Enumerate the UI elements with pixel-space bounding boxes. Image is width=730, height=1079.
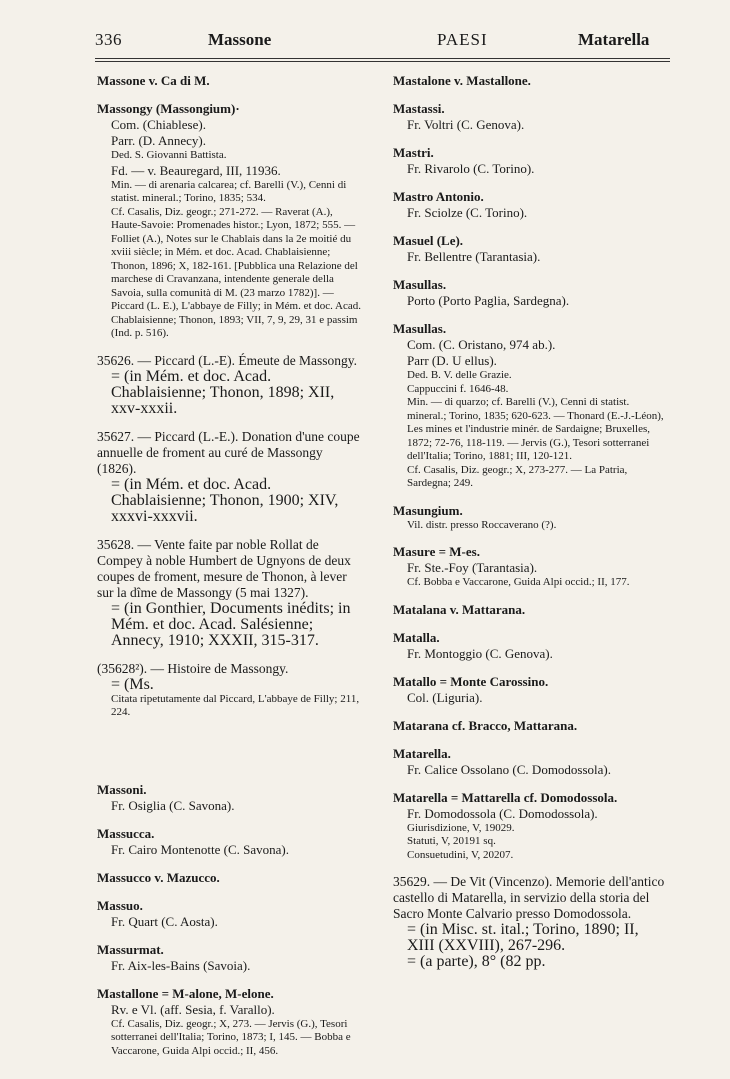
entry-line: Fr. Domodossola (C. Domodossola). — [407, 805, 598, 821]
entry-heading: Massone v. Ca di M. — [97, 73, 210, 88]
entry-heading: Matarana cf. Bracco, Mattarana. — [393, 717, 578, 733]
spacer — [393, 662, 670, 674]
entry-note: Cf. Casalis, Diz. geogr.; 271-272. — Raverat (A.), Haute-Savoie: Promenades histor.; Lyon, 1872; 555. — Folliet (A.), Notes sur le Chablais dans la 2e moitié du xviii siècle; in Mém. et doc. Acad. Chablaisienne; Thonon, 1896; X, 182-161. [Pubblica una Relazione del marchese di Cravanzana, intendente generale della Savoia, sulla comunità di M. (23 marzo 1782)]. — Piccard (L. E.), L'abbaye de Filly; in Mém. et doc. Acad. Chablaisienne; Thonon, 1893; VII, 7, 9, 29, 31 e passim (Ind. p. 516). — [111, 205, 362, 339]
entry-citation: 35626. — Piccard (L.-E). Émeute de Massongy. — [97, 352, 358, 368]
entry-line: Fr. Voltri (C. Genova). — [407, 117, 525, 132]
entry-heading: Massuo. — [97, 897, 143, 913]
spacer — [393, 133, 670, 145]
entry-note: Ded. B. V. delle Grazie. — [407, 369, 512, 381]
entry-line: Parr. (D. Annecy). — [111, 133, 206, 148]
header-rule-double — [95, 61, 670, 62]
page-number: 336 — [95, 30, 122, 49]
entry-heading: Masullas. — [393, 277, 447, 292]
left-column — [97, 73, 365, 1058]
header-left-title: Massone — [208, 30, 272, 49]
right-column — [393, 73, 670, 970]
entry-line: Col. (Liguria). — [407, 689, 483, 705]
entry-line: Fr. Ste.-Foy (Tarantasia). — [407, 560, 538, 575]
entry-heading: Massongy (Massongium)· — [97, 101, 240, 116]
entry-heading: Mastassi. — [393, 101, 445, 116]
entry-citation: 35628. — Vente faite par noble Rollat de Compey à noble Humbert de Ugnyons de deux coupes de froment, mesure de Thonon, à lever sur la dîme de Massongy (5 mai 1327). — [97, 536, 351, 600]
entry-citation-detail: = (in Mém. et doc. Acad. Chablaisienne; Thonon, 1900; XIV, xxxvi-xxxvii. — [111, 475, 339, 525]
entry-note: Cf. Casalis, Diz. geogr.; X, 273. — Jervis (G.), Tesori sotterranei dell'Italia; Torino, 1873; I, 145. — Bobba e Vaccarone, Guida Alpi occid.; II, 456. — [111, 1017, 351, 1057]
header-right-title: Matarella — [578, 30, 650, 49]
entry-citation: (35628²). — Histoire de Massongy. — [97, 660, 289, 676]
entry-heading: Matarella = Mattarella cf. Domodossola. — [393, 789, 618, 805]
entry-citation: 35627. — Piccard (L.-E.). Donation d'une coupe annuelle de froment au curé de Massongy (1826). — [97, 428, 360, 476]
entry-heading: Mastallone = M-alone, M-elone. — [97, 985, 274, 1001]
spacer — [393, 734, 670, 746]
entry-line: Com. (C. Oristano, 974 ab.). — [407, 337, 556, 352]
entry-heading: Mastri. — [393, 145, 434, 160]
entry-note: Cappuccini f. 1646-48. — [407, 382, 509, 395]
entry-note: Min. — di arenaria calcarea; cf. Barelli (V.), Cenni di statist. mineral.; Torino, 1835; 534. — [111, 178, 347, 204]
entry-line: Fr. Quart (C. Aosta). — [111, 913, 218, 929]
entry-line: Fr. Sciolze (C. Torino). — [407, 205, 528, 220]
entry-note: Citata ripetutamente dal Piccard, L'abbaye de Filly; 211, 224. — [111, 692, 360, 718]
header-center-title: PAESI — [437, 30, 488, 49]
spacer — [97, 417, 365, 429]
spacer — [97, 341, 365, 353]
spacer — [393, 177, 670, 189]
entry-heading: Massucca. — [97, 825, 155, 841]
entry-citation-detail: = (in Gonthier, Documents inédits; in Mém. et doc. Acad. Salésienne; Annecy, 1910; XXXII, 315-317. — [111, 599, 351, 649]
entry-heading: Massoni. — [97, 781, 147, 797]
spacer — [393, 590, 670, 602]
spacer — [97, 720, 365, 782]
spacer — [97, 886, 365, 898]
entry-line: Fr. Rivarolo (C. Torino). — [407, 161, 535, 176]
entry-note: Min. — di quarzo; cf. Barelli (V.), Cenni di statist. mineral.; Torino, 1835; 620-623. — Thonard (E.-J.-Léon), Les mines et l'industrie minér. de Sardaigne; Bruxelles, 1872; 72-76, 118-119. — Jervis (G.), Tesori sotterranei dell'Italia; Torino, 1881; III, 120-121. — [407, 396, 664, 462]
spacer — [97, 858, 365, 870]
spacer — [393, 618, 670, 630]
entry-heading: Matarella. — [393, 745, 451, 761]
entry-heading: Massucco v. Mazucco. — [97, 869, 220, 885]
entry-heading: Matallo = Monte Carossino. — [393, 673, 549, 689]
entry-heading: Matalana v. Mattarana. — [393, 601, 526, 617]
running-header — [95, 30, 670, 56]
entry-citation-detail: = (in Misc. st. ital.; Torino, 1890; II, XIII (XXVIII), 267-296. — [407, 921, 639, 954]
entry-line: Parr (D. U ellus). — [407, 353, 497, 368]
spacer — [393, 309, 670, 321]
entry-heading: Massurmat. — [97, 941, 164, 957]
spacer — [97, 525, 365, 537]
entry-heading: Masungium. — [393, 502, 463, 518]
entry-citation-detail: = (Ms. — [111, 675, 154, 693]
entry-note: Giurisdizione, V, 19029. — [407, 821, 515, 834]
spacer — [97, 814, 365, 826]
spacer — [393, 89, 670, 101]
entry-line: Com. (Chiablese). — [111, 117, 206, 132]
entry-note: Cf. Casalis, Diz. geogr.; X, 273-277. — La Patria, Sardegna; 249. — [407, 463, 628, 489]
entry-line: Porto (Porto Paglia, Sardegna). — [407, 293, 570, 308]
entry-heading: Masure = M-es. — [393, 544, 480, 559]
spacer — [393, 532, 670, 544]
entry-line: Fr. Bellentre (Tarantasia). — [407, 249, 541, 264]
spacer — [393, 862, 670, 874]
entry-citation-detail: = (in Mém. et doc. Acad. Chablaisienne; Thonon, 1898; XII, xxv-xxxii. — [111, 367, 335, 417]
entry-note: Statuti, V, 20191 sq. — [407, 835, 496, 847]
spacer — [393, 221, 670, 233]
entry-heading: Matalla. — [393, 629, 440, 645]
spacer — [97, 930, 365, 942]
spacer — [393, 778, 670, 790]
spacer — [97, 89, 365, 101]
entry-heading: Mastro Antonio. — [393, 189, 484, 204]
spacer — [97, 649, 365, 661]
spacer — [393, 265, 670, 277]
spacer — [393, 706, 670, 718]
entry-line: Fr. Aix-les-Bains (Savoia). — [111, 957, 251, 973]
entry-citation: 35629. — De Vit (Vincenzo). Memorie dell'antico castello di Matarella, in servizio della storia del Sacro Monte Calvario presso Domodossola. — [393, 874, 665, 921]
entry-citation-detail: = (a parte), 8° (82 pp. — [407, 953, 546, 970]
entry-heading: Masuel (Le). — [393, 233, 464, 248]
spacer — [393, 491, 670, 503]
entry-line: Fr. Montoggio (C. Genova). — [407, 645, 553, 661]
entry-line: Fr. Osiglia (C. Savona). — [111, 797, 235, 813]
entry-heading: Masullas. — [393, 321, 447, 336]
header-rule — [95, 58, 670, 59]
entry-note: Cf. Bobba e Vaccarone, Guida Alpi occid.; II, 177. — [407, 576, 630, 588]
entry-note: Ded. S. Giovanni Battista. — [111, 149, 227, 161]
spacer — [97, 974, 365, 986]
entry-line: Rv. e Vl. (aff. Sesia, f. Varallo). — [111, 1001, 275, 1017]
entry-line: Fr. Cairo Montenotte (C. Savona). — [111, 841, 290, 857]
entry-heading: Mastalone v. Mastallone. — [393, 73, 531, 88]
entry-line: Fr. Calice Ossolano (C. Domodossola). — [407, 761, 612, 777]
entry-note: Consuetudini, V, 20207. — [407, 848, 514, 861]
entry-note: Vil. distr. presso Roccaverano (?). — [407, 518, 557, 531]
entry-line: Fd. — v. Beauregard, III, 11936. — [111, 162, 281, 178]
